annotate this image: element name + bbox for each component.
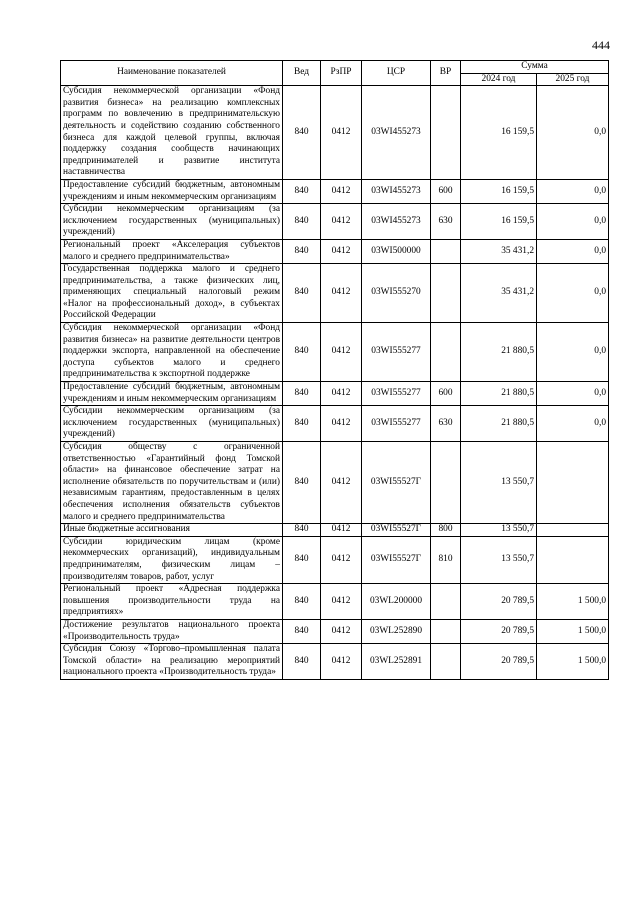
row-ved: 840 — [283, 264, 321, 323]
row-sum-2025: 1 500,0 — [537, 619, 609, 643]
row-csr: 03WI455273 — [362, 179, 431, 203]
header-ved: Вед — [283, 61, 321, 86]
row-csr: 03WL252890 — [362, 619, 431, 643]
row-name: Субсидии некоммерческим организациям (за исключением государственных (муниципальных) учреждений) — [61, 204, 283, 240]
table-row — [61, 536, 609, 583]
table-row — [61, 644, 609, 680]
row-sum-2024: 16 159,5 — [461, 86, 537, 180]
row-ved: 840 — [283, 86, 321, 180]
row-rzpr: 0412 — [321, 204, 362, 240]
row-ved: 840 — [283, 406, 321, 442]
row-sum-2024: 21 880,5 — [461, 382, 537, 406]
row-name: Субсидия некоммерческой организации «Фонд развития бизнеса» на реализацию комплексных программ по вовлечению в предпринимательскую деятельность и содействию созданию собственного бизнеса для каждой целевой группы, включая поддержку создания сообществ начинающих предпринимателей и развитие института наставничества — [61, 86, 283, 180]
row-sum-2024: 20 789,5 — [461, 584, 537, 620]
row-vr — [431, 239, 461, 263]
row-name: Субсидия некоммерческой организации «Фонд развития бизнеса» на развитие деятельности центров поддержки экспорта, направленной на обеспечение доступа субъектов малого и среднего предпринимательства к экспортной поддержке — [61, 323, 283, 382]
table-row — [61, 406, 609, 442]
row-sum-2025: 0,0 — [537, 264, 609, 323]
table-row — [61, 323, 609, 382]
row-ved: 840 — [283, 239, 321, 263]
header-row — [61, 61, 609, 74]
row-csr: 03WL252891 — [362, 644, 431, 680]
row-vr: 800 — [431, 524, 461, 537]
row-vr — [431, 584, 461, 620]
row-sum-2025: 0,0 — [537, 204, 609, 240]
row-sum-2025: 0,0 — [537, 179, 609, 203]
row-sum-2024: 21 880,5 — [461, 323, 537, 382]
row-sum-2025: 0,0 — [537, 323, 609, 382]
table-row — [61, 524, 609, 537]
row-rzpr: 0412 — [321, 179, 362, 203]
row-csr: 03WI455273 — [362, 204, 431, 240]
row-vr: 600 — [431, 382, 461, 406]
row-vr: 630 — [431, 406, 461, 442]
row-sum-2025: 1 500,0 — [537, 644, 609, 680]
row-ved: 840 — [283, 442, 321, 524]
row-ved: 840 — [283, 619, 321, 643]
header-csr: ЦСР — [362, 61, 431, 86]
row-csr: 03WL200000 — [362, 584, 431, 620]
header-sum: Сумма — [461, 61, 609, 74]
row-csr: 03WI55527Г — [362, 536, 431, 583]
row-name: Субсидия обществу с ограниченной ответственностью «Гарантийный фонд Томской области» на финансовое обеспечение затрат на исполнение обязательств по поручительствам и (или) независимым гарантиям, предоставленным в целях обеспечения исполнения обязательств субъектов малого и среднего предпринимательства — [61, 442, 283, 524]
row-sum-2024: 21 880,5 — [461, 406, 537, 442]
row-vr — [431, 442, 461, 524]
row-rzpr: 0412 — [321, 239, 362, 263]
row-vr: 600 — [431, 179, 461, 203]
row-ved: 840 — [283, 323, 321, 382]
row-csr: 03WI555277 — [362, 406, 431, 442]
row-name: Предоставление субсидий бюджетным, автономным учреждениям и иным некоммерческим организациям — [61, 179, 283, 203]
row-ved: 840 — [283, 179, 321, 203]
row-rzpr: 0412 — [321, 584, 362, 620]
row-sum-2024: 13 550,7 — [461, 536, 537, 583]
row-ved: 840 — [283, 204, 321, 240]
row-csr: 03WI455273 — [362, 86, 431, 180]
row-rzpr: 0412 — [321, 442, 362, 524]
row-vr: 630 — [431, 204, 461, 240]
row-rzpr: 0412 — [321, 644, 362, 680]
row-sum-2024: 13 550,7 — [461, 524, 537, 537]
row-name: Предоставление субсидий бюджетным, автономным учреждениям и иным некоммерческим организациям — [61, 382, 283, 406]
row-sum-2025 — [537, 442, 609, 524]
row-vr — [431, 323, 461, 382]
row-rzpr: 0412 — [321, 406, 362, 442]
row-csr: 03WI55527Г — [362, 524, 431, 537]
row-vr — [431, 644, 461, 680]
row-sum-2025 — [537, 524, 609, 537]
table-row — [61, 264, 609, 323]
budget-table — [60, 60, 609, 680]
row-name: Иные бюджетные ассигнования — [61, 524, 283, 537]
table-row — [61, 619, 609, 643]
row-sum-2025: 0,0 — [537, 86, 609, 180]
page-number: 444 — [592, 38, 610, 52]
header-year-2025: 2025 год — [537, 73, 609, 86]
row-sum-2024: 20 789,5 — [461, 644, 537, 680]
row-rzpr: 0412 — [321, 86, 362, 180]
row-vr — [431, 619, 461, 643]
row-rzpr: 0412 — [321, 536, 362, 583]
row-sum-2025 — [537, 536, 609, 583]
row-name: Субсидии юридическим лицам (кроме некоммерческих организаций), индивидуальным предпринимателям, физическим лицам – производителям товаров, работ, услуг — [61, 536, 283, 583]
table-row — [61, 442, 609, 524]
row-rzpr: 0412 — [321, 619, 362, 643]
row-rzpr: 0412 — [321, 264, 362, 323]
row-sum-2024: 20 789,5 — [461, 619, 537, 643]
row-csr: 03WI500000 — [362, 239, 431, 263]
header-year-2024: 2024 год — [461, 73, 537, 86]
header-rzpr: РзПР — [321, 61, 362, 86]
row-name: Региональный проект «Акселерация субъектов малого и среднего предпринимательства» — [61, 239, 283, 263]
row-name: Региональный проект «Адресная поддержка повышения производительности труда на предприятиях» — [61, 584, 283, 620]
table-row — [61, 204, 609, 240]
row-ved: 840 — [283, 382, 321, 406]
row-sum-2025: 0,0 — [537, 239, 609, 263]
row-sum-2024: 16 159,5 — [461, 204, 537, 240]
row-csr: 03WI555270 — [362, 264, 431, 323]
row-vr — [431, 264, 461, 323]
row-sum-2025: 1 500,0 — [537, 584, 609, 620]
row-sum-2025: 0,0 — [537, 406, 609, 442]
table-row — [61, 239, 609, 263]
row-ved: 840 — [283, 584, 321, 620]
row-sum-2024: 16 159,5 — [461, 179, 537, 203]
row-rzpr: 0412 — [321, 323, 362, 382]
row-vr — [431, 86, 461, 180]
row-sum-2024: 35 431,2 — [461, 264, 537, 323]
row-rzpr: 0412 — [321, 382, 362, 406]
table-row — [61, 86, 609, 180]
row-ved: 840 — [283, 644, 321, 680]
row-ved: 840 — [283, 524, 321, 537]
row-sum-2025: 0,0 — [537, 382, 609, 406]
header-vr: ВР — [431, 61, 461, 86]
row-csr: 03WI555277 — [362, 323, 431, 382]
row-name: Государственная поддержка малого и среднего предпринимательства, а также физических лиц, применяющих специальный налоговый режим «Налог на профессиональный доход», в субъектах Российской Федерации — [61, 264, 283, 323]
table-row — [61, 179, 609, 203]
row-name: Достижение результатов национального проекта «Производительность труда» — [61, 619, 283, 643]
row-name: Субсидия Союзу «Торгово–промышленная палата Томской области» на реализацию мероприятий национального проекта «Производительность труда» — [61, 644, 283, 680]
table-row — [61, 382, 609, 406]
row-rzpr: 0412 — [321, 524, 362, 537]
row-vr: 810 — [431, 536, 461, 583]
row-sum-2024: 35 431,2 — [461, 239, 537, 263]
row-csr: 03WI555277 — [362, 382, 431, 406]
row-csr: 03WI55527Г — [362, 442, 431, 524]
row-ved: 840 — [283, 536, 321, 583]
row-name: Субсидии некоммерческим организациям (за исключением государственных (муниципальных) учреждений) — [61, 406, 283, 442]
header-name: Наименование показателей — [61, 61, 283, 86]
row-sum-2024: 13 550,7 — [461, 442, 537, 524]
table-row — [61, 584, 609, 620]
